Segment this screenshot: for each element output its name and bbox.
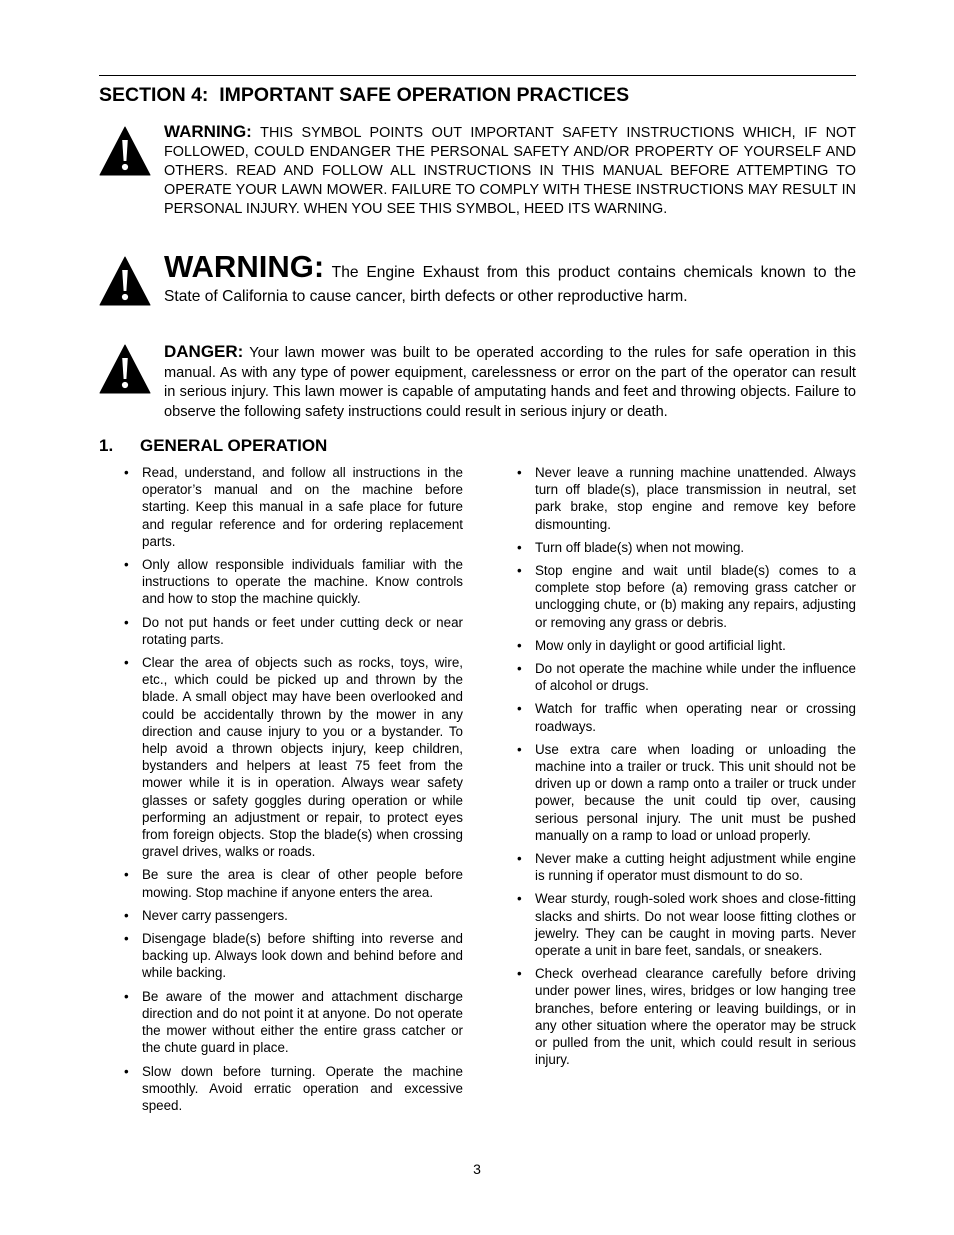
general-operation-heading	[99, 436, 327, 456]
warning-triangle-icon	[99, 126, 151, 176]
list-item: • Stop engine and wait until blade(s) comes to a complete stop before (a) removing grass catcher or unclogging chute, or (b) making any repairs, adjusting or removing any grass or debris.	[511, 562, 856, 631]
danger-label: DANGER:	[164, 342, 244, 361]
right-column-list	[511, 464, 856, 1075]
exhaust-warning-label: WARNING:	[164, 249, 325, 284]
list-item: • Check overhead clearance carefully before driving under power lines, wires, bridges or low hanging tree branches, before entering or leaving buildings, or in any other situation where the operator may be struck or pulled from the unit, which could result in serious injury.	[511, 965, 856, 1068]
list-item: • Do not operate the machine while under the influence of alcohol or drugs.	[511, 660, 856, 694]
top-rule	[99, 75, 856, 76]
left-column-list	[118, 464, 463, 1120]
list-item: • Only allow responsible individuals familiar with the instructions to operate the machine. Know controls and how to stop the machine quickly.	[118, 556, 463, 608]
list-item: • Disengage blade(s) before shifting into reverse and backing up. Always look down and behind before and while backing.	[118, 930, 463, 982]
list-item: • Never carry passengers.	[118, 907, 463, 924]
list-item: • Use extra care when loading or unloading the machine into a trailer or truck. This unit should not be driven up or down a ramp onto a trailer or truck under power, because the unit could tip over, causing serious personal injury. The unit must be pushed manually on a ramp to load or unload properly.	[511, 741, 856, 844]
warning-notice	[164, 122, 856, 219]
list-item: • Watch for traffic when operating near or crossing roadways.	[511, 700, 856, 734]
list-item: • Never leave a running machine unattended. Always turn off blade(s), place transmission in neutral, set park brake, stop engine and remove key before dismounting.	[511, 464, 856, 533]
list-item: • Turn off blade(s) when not mowing.	[511, 539, 856, 556]
danger-triangle-icon	[99, 344, 151, 394]
section-title: SECTION 4: IMPORTANT SAFE OPERATION PRACTICES	[99, 84, 630, 106]
danger-notice	[164, 342, 856, 422]
warning-label: WARNING:	[164, 122, 252, 141]
heading-title: GENERAL OPERATION	[140, 436, 328, 455]
list-item: • Clear the area of objects such as rocks, toys, wire, etc., which could be picked up and thrown by the blade. A small object may have been overlooked and could be accidentally thrown by the mower in any direction and cause injury to you or a bystander. To help avoid a thrown objects injury, keep children, bystanders and helpers at least 75 feet from the mower while it is in operation. Always wear safety glasses or safety goggles during operation or while performing an adjustment or repair, to protect eyes from foreign objects. Stop the blade(s) when crossing gravel drives, walks or roads.	[118, 654, 463, 860]
warning-triangle-icon	[99, 256, 151, 306]
list-item: • Be sure the area is clear of other people before mowing. Stop machine if anyone enters the area.	[118, 866, 463, 900]
list-item: • Do not put hands or feet under cutting deck or near rotating parts.	[118, 614, 463, 648]
list-item: • Never make a cutting height adjustment while engine is running if operator must dismount to do so.	[511, 850, 856, 884]
list-item: • Be aware of the mower and attachment discharge direction and do not point it at anyone. Do not operate the mower without either the entire grass catcher or the chute guard in place.	[118, 988, 463, 1057]
heading-number: 1.	[99, 436, 114, 455]
danger-text: Your lawn mower was built to be operated according to the rules for safe operation in this manual. As with any type of power equipment, carelessness or error on the part of the operator can result in serious injury. This lawn mower is capable of amputating hands and feet and throwing objects. Failure to observe the following safety instructions could result in serious injury or death.	[164, 345, 856, 420]
warning-text: THIS SYMBOL POINTS OUT IMPORTANT SAFETY INSTRUCTIONS WHICH, IF NOT FOLLOWED, COULD ENDANGER THE PERSONAL SAFETY AND/OR PROPERTY OF YOURSELF AND OTHERS. READ AND FOLLOW ALL INSTRUCTIONS IN THIS MANUAL BEFORE ATTEMPTING TO OPERATE YOUR LAWN MOWER. FAILURE TO COMPLY WITH THESE INSTRUCTIONS MAY RESULT IN PERSONAL INJURY. WHEN YOU SEE THIS SYMBOL, HEED ITS WARNING.	[164, 125, 856, 217]
list-item: • Mow only in daylight or good artificial light.	[511, 637, 856, 654]
exhaust-warning-text: The Engine Exhaust from this product contains chemicals known to the State of California to cause cancer, birth defects or other reproductive harm.	[164, 264, 856, 305]
list-item: • Wear sturdy, rough-soled work shoes and close-fitting slacks and shirts. Do not wear loose fitting clothes or jewelry. They can be caught in moving parts. Never operate a unit in bare feet, sandals, or sneakers.	[511, 890, 856, 959]
list-item: • Slow down before turning. Operate the machine smoothly. Avoid erratic operation and excessive speed.	[118, 1063, 463, 1115]
page-number: 3	[473, 1161, 481, 1177]
exhaust-warning-notice	[164, 249, 856, 309]
list-item: • Read, understand, and follow all instructions in the operator’s manual and on the machine before starting. Keep this manual in a safe place for future and regular reference and for ordering replacement parts.	[118, 464, 463, 550]
